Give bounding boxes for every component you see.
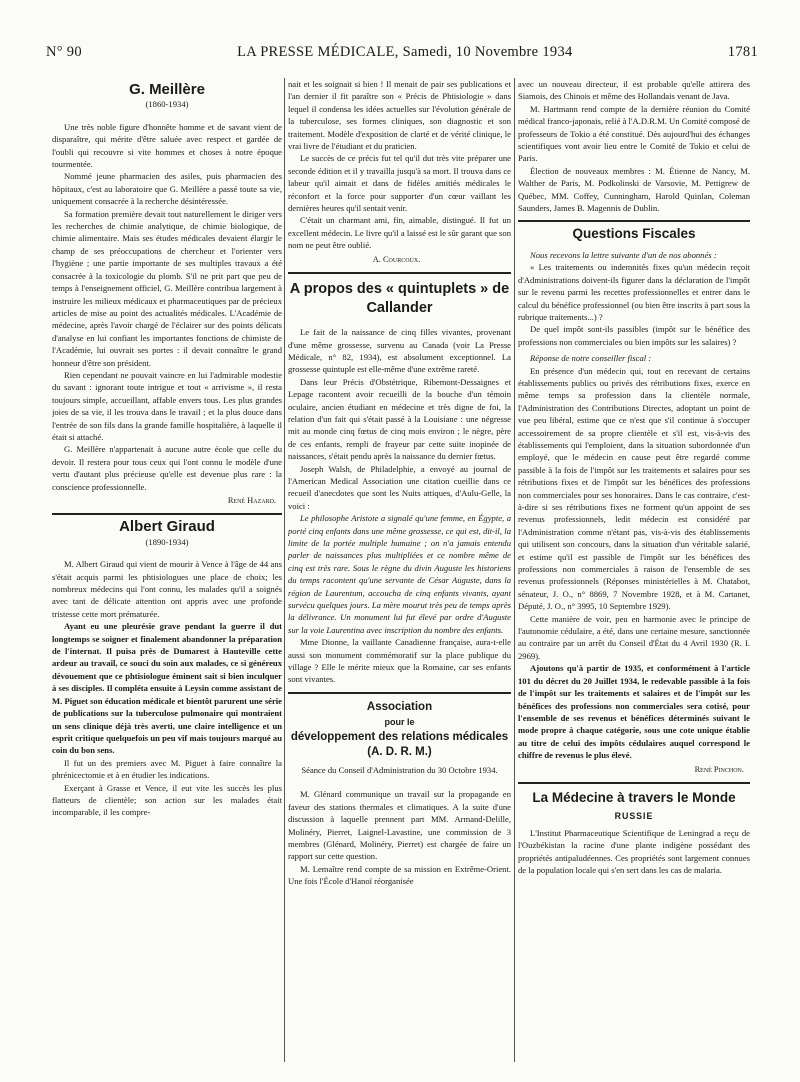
association-title-line: Association: [366, 700, 433, 713]
meillere-paragraph: Une très noble figure d'honnête homme et de savant vient de disparaître, qui mérite d'être saluée avec respect et gardée de l'oubli qui recouvre si vite hommes et choses à notre époque tourmentée.: [52, 121, 282, 170]
column-rule: [514, 78, 515, 1062]
meillere-signature: René Hazard.: [227, 496, 276, 505]
fiscal-signature: René Pinchon.: [694, 764, 744, 774]
fiscal-question: « Les traitements ou indemnités fixes qu'un médecin reçoit d'Administrations doivent-ils figurer dans la déclaration de l'impôt sur le revenu parmi les recettes professionnelles et entrer dans le calcul du bénéfice professionnel (ou bien être inscrits à part sous la rubrique traitements...) ?: [518, 262, 750, 322]
column-right: [518, 78, 750, 1068]
quintuplets-paragraph: Joseph Walsh, de Philadelphie, a envoyé au journal de l'American Medical Association une citation cueillie dans ce recueil d'anecdotes que sont les Nuits attiques, d'Aulu-Gelle, la voici :: [288, 463, 511, 511]
world-country: RUSSIE: [614, 811, 654, 822]
fiscal-answer: En présence d'un médecin qui, tout en recevant de certains établissements publics ou privés des rétributions fixes, exerce en même temps sa profession dans la clientèle normale, l'Administration des Contributions Directes, adoptant un point de vue peu libéral, estime que ce n'est que s'il continue à s'occuper accessoirement de sa propre clientèle et s'il est, vis-à-vis des établissements qui l'emploient, dans la situation subordonnée d'un employé, que le médecin en cause peut être regardé comme passible à la fois de l'impôt sur les traitements et salaires pour ses rétributions fixes et de l'impôt sur les bénéfices des professions non commerciales pour ses honoraires. Dans le cas contraire, c'est-à-dire si ses rétributions fixes ne forment qu'un appoint de ses revenus professionnels, ledit médecin est considéré par l'Administration comme n'étant pas, vis-à-vis des établissements qui utilisent son concours, dans la situation d'un véritable salarié, et estime qu'il est passible de l'impôt sur les bénéfices des professions non commerciales à raison de l'ensemble de ses revenus professionnels (Réponses ministérielles à M. Chatabot, sénateur, J. O., n° 8869, 7 Novembre 1928, et à M. Cartanet, Député, J. O., n° 3995, 10 Septembre 1929).: [518, 365, 750, 612]
column-middle: [288, 78, 511, 1068]
association-continuation: M. Hartmann rend compte de la dernière réunion du Comité médical franco-japonais, relié à l'A.D.R.M. Un Comité composé de professeurs de Tokio a été constitué. Dès aujourd'hui des échanges scientifiques vont avoir lieu entre le Comité de Tokio et celui de Paris.: [518, 103, 750, 164]
section-divider: [52, 513, 282, 515]
association-continuation: avec un nouveau directeur, il est probable qu'elle attirera des Siamois, des Chinois et même des Hollandais venant de Java.: [518, 79, 750, 102]
fiscal-answer-label: Réponse de notre conseiller fiscal :: [530, 353, 652, 364]
section-divider: [288, 692, 511, 694]
association-heading: [288, 700, 511, 760]
quintuplets-paragraph: Mme Dionne, la vaillante Canadienne française, aura-t-elle aussi son monument commémoratif sur la place publique du village ? Elle le mérite mieux que la Romaine, car ses enfants sont vivantes.: [288, 637, 511, 685]
column-left: [52, 78, 282, 1068]
fiscal-intro: Nous recevons la lettre suivante d'un de nos abonnés :: [530, 249, 717, 260]
quintuplets-quote: Le philosophe Aristote a signalé qu'une femme, en Égypte, a porté cinq enfants dans une même grossesse, ce qui est, dit-il, la limite de la portée multiple humaine ; on n'a jamais entendu parler de naissances plus multipliées et ce nombre même de cinq est très rare. Sous le règne du divin Auguste les historiens du temps racontent qu'une servante de César Auguste, dans la région de Laurentum, accoucha de cinq enfants vivants, ayant survécu quelques jours. La mère mourut très peu de temps après la délivrance. Un monument lui fut élevé par ordre d'Auguste sur la voie Laurentina avec inscription du nombre des enfants.: [288, 513, 511, 635]
section-divider: [288, 272, 511, 274]
section-divider: [518, 220, 750, 222]
association-subtitle: Séance du Conseil d'Administration du 30 Octobre 1934.: [301, 764, 498, 775]
association-title-line: développement des relations médicales: [290, 730, 509, 743]
quintuplets-paragraph: Dans leur Précis d'Obstétrique, Ribemont-Dessaignes et Lepage racontent avoir recueilli de la bouche d'un témoin oculaire, ancien étudiant en médecine et très digne de foi, la relation d'un fait qui s'était passé à la Louisiane : une négresse mit au monde cinq fœtus de cinq mois environ ; le nègre, père de ces enfants, rempli de frayeur par cette suite inopinée de naissances, s'était pendu après la naissance du dernier fœtus.: [288, 376, 511, 462]
journal-title: LA PRESSE MÉDICALE, Samedi, 10 Novembre 1934: [237, 44, 573, 60]
association-continuation: Élection de nouveaux membres : M. Étienne de Nancy, M. Walther de Paris, M. Podkolinski de Varsovie, M. Pettigrew de Québec, MM. Coffey, Cunningham, Harold Quinlan, Coleman Saunders, James B. Magennis de Dublin.: [518, 165, 750, 214]
fiscal-question: De quel impôt sont-ils passibles (impôt sur le bénéfice des professions non commerciales ou bien impôts sur les salaires) ?: [518, 324, 750, 347]
meillere-paragraph: Nommé jeune pharmacien des asiles, puis pharmacien des hôpitaux, c'est au laboratoire que G. Meillère a passé toute sa vie, uniquement consacrée à la recherche désintéressée.: [52, 171, 282, 207]
column-rule: [284, 78, 285, 1062]
giraud-continuation: nait et les soignait si bien ! Il menait de pair ses publications et l'an dernier il fit paraître son « Précis de Phtisiologie » dans lequel il condensa les idées actuelles sur l'évolution générale de la tuberculose, ses formes cliniques, son diagnostic et son traitement. Modèle d'exposition de clarté et de vérité clinique, le vrai livre de l'étudiant et du praticien.: [288, 79, 511, 152]
fiscal-answer: Ajoutons qu'à partir de 1935, et conformément à l'article 101 du décret du 20 Juillet 1934, le redevable passible à la fois de l'impôt sur les traitements et salaires et de l'impôt sur les bénéfices des professions non commerciales sera cotisé, pour l'ensemble de ses revenus et bénéfices déterminés suivant le mode propre à chaque catégorie, sous une cote unique établie au titre de celui des impôts cédulaires auquel correspond le chiffre de revenus le plus élevé.: [518, 663, 750, 761]
giraud-continuation: C'était un charmant ami, fin, aimable, distingué. Il fut un excellent médecin. Le livre qu'il a laissé est le sûr garant que son nom ne peut être oublié.: [288, 215, 511, 251]
fiscal-answer: Cette manière de voir, peu en harmonie avec le principe de l'autonomie cédulaire, a été, dans une certaine mesure, sanctionnée au contraire par un arrêt du Conseil d'État du 4 Avril 1930 (R. I. 2969).: [518, 613, 750, 661]
giraud-paragraph: M. Albert Giraud qui vient de mourir à Vence à l'âge de 44 ans s'était acquis parmi les phtisiologues une place de choix; les nombreux médecins qui l'ont connu, les malades qu'il a soignés avec tant de délicate attention ont appris avec une profonde tristesse cette mort prématurée.: [52, 559, 282, 619]
world-heading: La Médecine à travers le Monde: [532, 789, 736, 805]
giraud-continuation: Le succès de ce précis fut tel qu'il dut très vite préparer une seconde édition et il y travailla jusqu'à sa mort. Il trouva dans ce labeur qu'il aimait et dans de fidèles amitiés médicales le réconfort et la force pour supporter d'un cœur vaillant les dernières heures qu'il sentait venir.: [288, 153, 511, 214]
association-paragraph: M. Lemaître rend compte de sa mission en Extrême-Orient. Une fois l'École d'Hanoï réorganisée: [288, 863, 511, 887]
giraud-heading: Albert Giraud: [119, 518, 215, 536]
running-head: [46, 44, 758, 68]
fiscal-heading: Questions Fiscales: [572, 226, 696, 242]
quintuplets-heading: A propos des « quintuplets » de Callander: [289, 281, 510, 317]
meillere-paragraph: Sa formation première devait tout naturellement le diriger vers les recherches de chimie analytique, de chimie biologique, de chimie alimentaire. Mais ses études médicales devaient élargir le champ de ses préoccupations de chercheur et l'orienter vers l'hygiène ; une partie importante de ses multiples travaux a été consacrée à la toxicologie du plomb. S'il ne prit part que peu de temps à l'enseignement officiel, G. Meillère contribua largement à instruire les milieux médicaux et pharmaceutiques par de précieux articles de mise au point des actualités médicales. L'Académie de médecine, après l'avoir chargé de l'éclairer sur des points délicats d'analyse en lui confiant les importantes fonctions de chimiste de l'Académie, lui ouvrait ses portes : il devait connaître le grand honneur d'être son président.: [52, 208, 282, 368]
meillere-paragraph: G. Meillère n'appartenait à aucune autre école que celle du devoir. Il restera pour tous ceux qui l'ont connu le modèle d'une vertu d'autant plus précieuse qu'elle est devenue plus rare : la conscience professionnelle.: [52, 444, 282, 492]
giraud-paragraph: Exerçant à Grasse et Vence, il eut vite les succès les plus flatteurs de clientèle; son action sur les malades était incomparable, il les compre-: [52, 782, 282, 818]
giraud-paragraph: Il fut un des premiers avec M. Piguet à faire connaître la phrénicectomie et à en étudier les indications.: [52, 757, 282, 781]
association-title-line: pour le: [384, 716, 415, 727]
meillere-dates: (1860-1934): [145, 99, 189, 110]
meillere-paragraph: Rien cependant ne pouvait vaincre en lui l'admirable modestie du savant : ignorant toute intrigue et tout « arrivisme », il resta toujours simple, accueillant, affable envers tous. Les plus grandes joies de sa vie, il les trouva dans le travail ; et la plus douce dans l'entrée de son fils dans la grande famille hospitalière, à laquelle il était si attaché.: [52, 369, 282, 442]
association-title-line: (A. D. R. M.): [367, 745, 432, 758]
giraud-dates: (1890-1934): [145, 536, 189, 547]
world-paragraph: L'Institut Pharmaceutique Scientifique de Leningrad a reçu de l'Ouzbékistan la racine d'une plante indigène possédant des propriétés antipaludéennes. Ces propriétés sont largement connues de la population locale qui s'en sert dans les cas de malaria.: [518, 827, 750, 875]
giraud-paragraph: Ayant eu une pleurésie grave pendant la guerre il dut longtemps se soigner et finalement abandonner la préparation de l'internat. Il puisa près de Dumarest à Hauteville cette ardeur au travail, ce souci du soin aux malades, ce si généreux dévouement que ce phtisiologue éminent sait si bien inculquer à ses disciples. Il compléta ensuite à Leysin comme assistant de M. Piguet son éducation médicale et bientôt parurent une série de publications sur la tuberculose pulmonaire qui montraient un sens clinique déjà très averti, une claire intelligence et un esprit critique quelquefois un peu vif mais toujours marqué au coin du bon sens.: [52, 621, 282, 756]
giraud-signature: A. Courcoux.: [372, 254, 421, 264]
quintuplets-paragraph: Le fait de la naissance de cinq filles vivantes, provenant d'une même grossesse, survenu au Canada (voir La Presse Médicale, n° 82, 1934), est absolument exceptionnel. La grossesse quintuple est elle-même d'une extrême rareté.: [288, 327, 511, 375]
section-divider: [518, 782, 750, 784]
meillere-heading: G. Meillère: [129, 81, 205, 98]
association-paragraph: M. Glénard communique un travail sur la propagande en faveur des stations thermales et climatiques. A la suite d'une discussion à laquelle prennent part MM. Armand-Delille, Molinéry, Pierret, Laignel-Lavastine, une commission de 3 membres (Glénard, Molinéry, Pierret) est chargée de faire un rapport sur cette question.: [288, 789, 511, 862]
page-number: 1781: [727, 44, 758, 60]
issue-number: N° 90: [46, 44, 82, 60]
